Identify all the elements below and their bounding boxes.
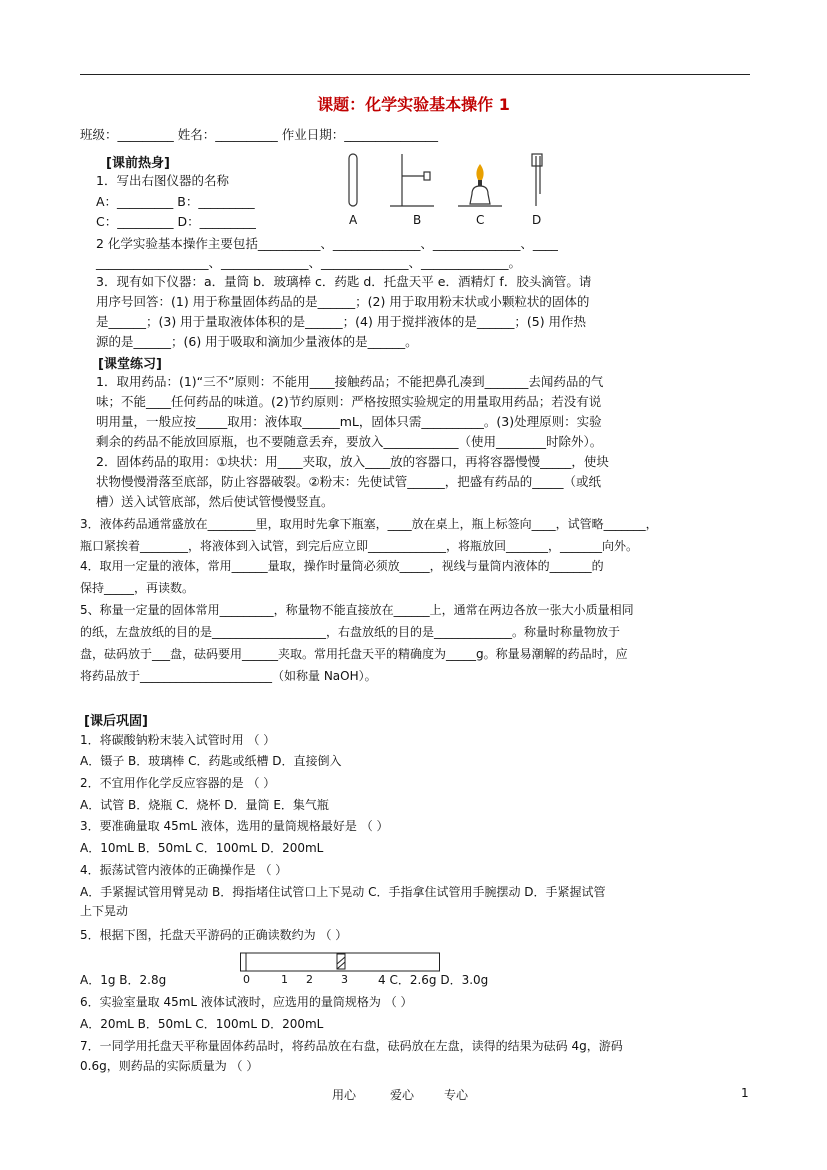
test-tube-icon [349, 154, 357, 206]
footer-right: 专心 [444, 1088, 469, 1102]
q-pre-3d: 源的是______；(6) 用于吸取和滴加少量液体的是______。 [96, 334, 418, 349]
ruler-label-3: 3 [341, 973, 348, 986]
q-pre-1-ab: A：_________ B：_________ [96, 194, 255, 209]
info-line: 班级：_________ 姓名：__________ 作业日期：_______________ [80, 127, 438, 142]
d-6: 的纸，左盘放纸的目的是___________________，右盘放纸的目的是_____________。称量时称量物放于 [80, 625, 621, 639]
d-7: 盘，砝码放于___盘，砝码要用______夹取。常用托盘天平的精确度为_____g。称量易潮解的药品时，应 [80, 647, 628, 661]
c-3: 明用量，一般应按_____取用：液体取______mL，固体只需__________。(3)处理原则：实验 [96, 414, 602, 429]
alcohol-lamp-icon [458, 164, 502, 206]
top-rule [80, 74, 750, 75]
section-in-class: [课堂练习] [98, 357, 162, 372]
section-pre-class: [课前热身] [106, 156, 170, 171]
d-4: 保持_____，再读数。 [80, 581, 195, 595]
d-1: 3．液体药品通常盛放在________里，取用时先拿下瓶塞，____放在桌上，瓶上标签向____，试管略_______， [80, 517, 658, 531]
d-2: 瓶口紧挨着________，将液体到入试管，到完后应立即_____________，将瓶放回_______，_______向外。 [80, 539, 639, 553]
q-pre-3c: 是______；(3) 用于量取液体体积的是______；(4) 用于搅拌液体的是______；(5) 用作热 [96, 314, 587, 329]
c-1: 1．取用药品：(1)“三不”原则：不能用____接触药品；不能把鼻孔凑到_______去闻药品的气 [96, 374, 604, 389]
c-4: 剩余的药品不能放回原瓶，也不要随意丢弃，要放入____________（使用________时除外）。 [96, 434, 603, 449]
ruler-label-0: 0 [243, 973, 250, 986]
page-number: 1 [741, 1086, 749, 1100]
q-7: 7．一同学用托盘天平称量固体药品时，将药品放在右盘，砝码放在左盘，读得的结果为砝码 4g，游码 [80, 1039, 623, 1053]
iron-stand-icon [390, 154, 434, 206]
q-1-options: A．镊子 B．玻璃棒 C．药匙或纸槽 D．直接倒入 [80, 754, 342, 768]
section-post-class: [课后巩固] [84, 714, 148, 729]
c-2: 味；不能____任何药品的味道。(2)节约原则：严格按照实验规定的用量取用药品；若没有说 [96, 394, 602, 409]
test-tube-clamp-icon [532, 154, 542, 206]
ruler-label-2: 2 [306, 973, 313, 986]
rider-ruler-figure [240, 952, 440, 972]
footer-left: 用心 [332, 1088, 357, 1102]
q-5-options-a: A．1g B．2.8g [80, 973, 167, 987]
q-4-options-cont: 上下晃动 [80, 904, 129, 918]
q-4: 4．振荡试管内液体的正确操作是 （ ） [80, 863, 288, 877]
label-d: D [532, 213, 542, 227]
q-7-cont: 0.6g，则药品的实际质量为 （ ） [80, 1059, 259, 1073]
q-3-options: A．10mL B．50mL C．100mL D．200mL [80, 841, 324, 855]
q-pre-2b: __________________、______________、______________、______________。 [96, 255, 522, 270]
q-pre-1: 1．写出右图仪器的名称 [96, 173, 229, 188]
q-2: 2．不宜用作化学反应容器的是 （ ） [80, 776, 276, 790]
q-pre-3: 3．现有如下仪器：a．量筒 b．玻璃棒 c．药匙 d．托盘天平 e．酒精灯 f．胶头滴管。请 [96, 274, 592, 289]
q-5-options-b: 4 C．2.6g D．3.0g [378, 973, 489, 987]
label-b: B [413, 213, 422, 227]
label-a: A [349, 213, 358, 227]
d-8: 将药品放于______________________（如称量 NaOH）。 [80, 669, 377, 683]
q-3: 3．要准确量取 45mL 液体，选用的量筒规格最好是 （ ） [80, 819, 389, 833]
q-6-options: A．20mL B．50mL C．100mL D．200mL [80, 1017, 324, 1031]
q-pre-1-cd: C：_________ D：_________ [96, 214, 256, 229]
q-6: 6．实验室量取 45mL 液体试液时，应选用的量筒规格为 （ ） [80, 995, 413, 1009]
instruments-figure [340, 150, 550, 212]
q-pre-2: 2 化学实验基本操作主要包括__________、______________、______________、____ [96, 236, 558, 251]
d-3: 4．取用一定量的液体，常用______量取，操作时量筒必须放_____，视线与量筒内液体的_______的 [80, 559, 604, 573]
q-5: 5．根据下图，托盘天平游码的正确读数约为 （ ） [80, 928, 348, 942]
q-1: 1．将碳酸钠粉末装入试管时用 （ ） [80, 733, 276, 747]
ruler-label-1: 1 [281, 973, 288, 986]
page-title: 课题：化学实验基本操作 1 [317, 95, 510, 114]
c-6: 状物慢慢滑落至底部，防止容器破裂。②粉末：先使试管______，把盛有药品的_____（或纸 [96, 474, 601, 489]
label-c: C [476, 213, 485, 227]
footer-mid: 爱心 [390, 1088, 415, 1102]
q-pre-3b: 用序号回答：(1) 用于称量固体药品的是______；(2) 用于取用粉末状或小颗粒状的固体的 [96, 294, 590, 309]
c-5: 2．固体药品的取用：①块状：用____夹取，放入____放的容器口，再将容器慢慢_____，使块 [96, 454, 609, 469]
q-4-options: A．手紧握试管用臂晃动 B．拇指堵住试管口上下晃动 C．手指拿住试管用手腕摆动 D．手紧握试管 [80, 885, 606, 899]
d-5: 5、称量一定量的固体常用_________，称量物不能直接放在______上，通常在两边各放一张大小质量相同 [80, 603, 634, 617]
c-7: 槽）送入试管底部，然后使试管慢慢竖直。 [96, 494, 334, 509]
q-2-options: A．试管 B．烧瓶 C．烧杯 D．量筒 E．集气瓶 [80, 798, 329, 812]
